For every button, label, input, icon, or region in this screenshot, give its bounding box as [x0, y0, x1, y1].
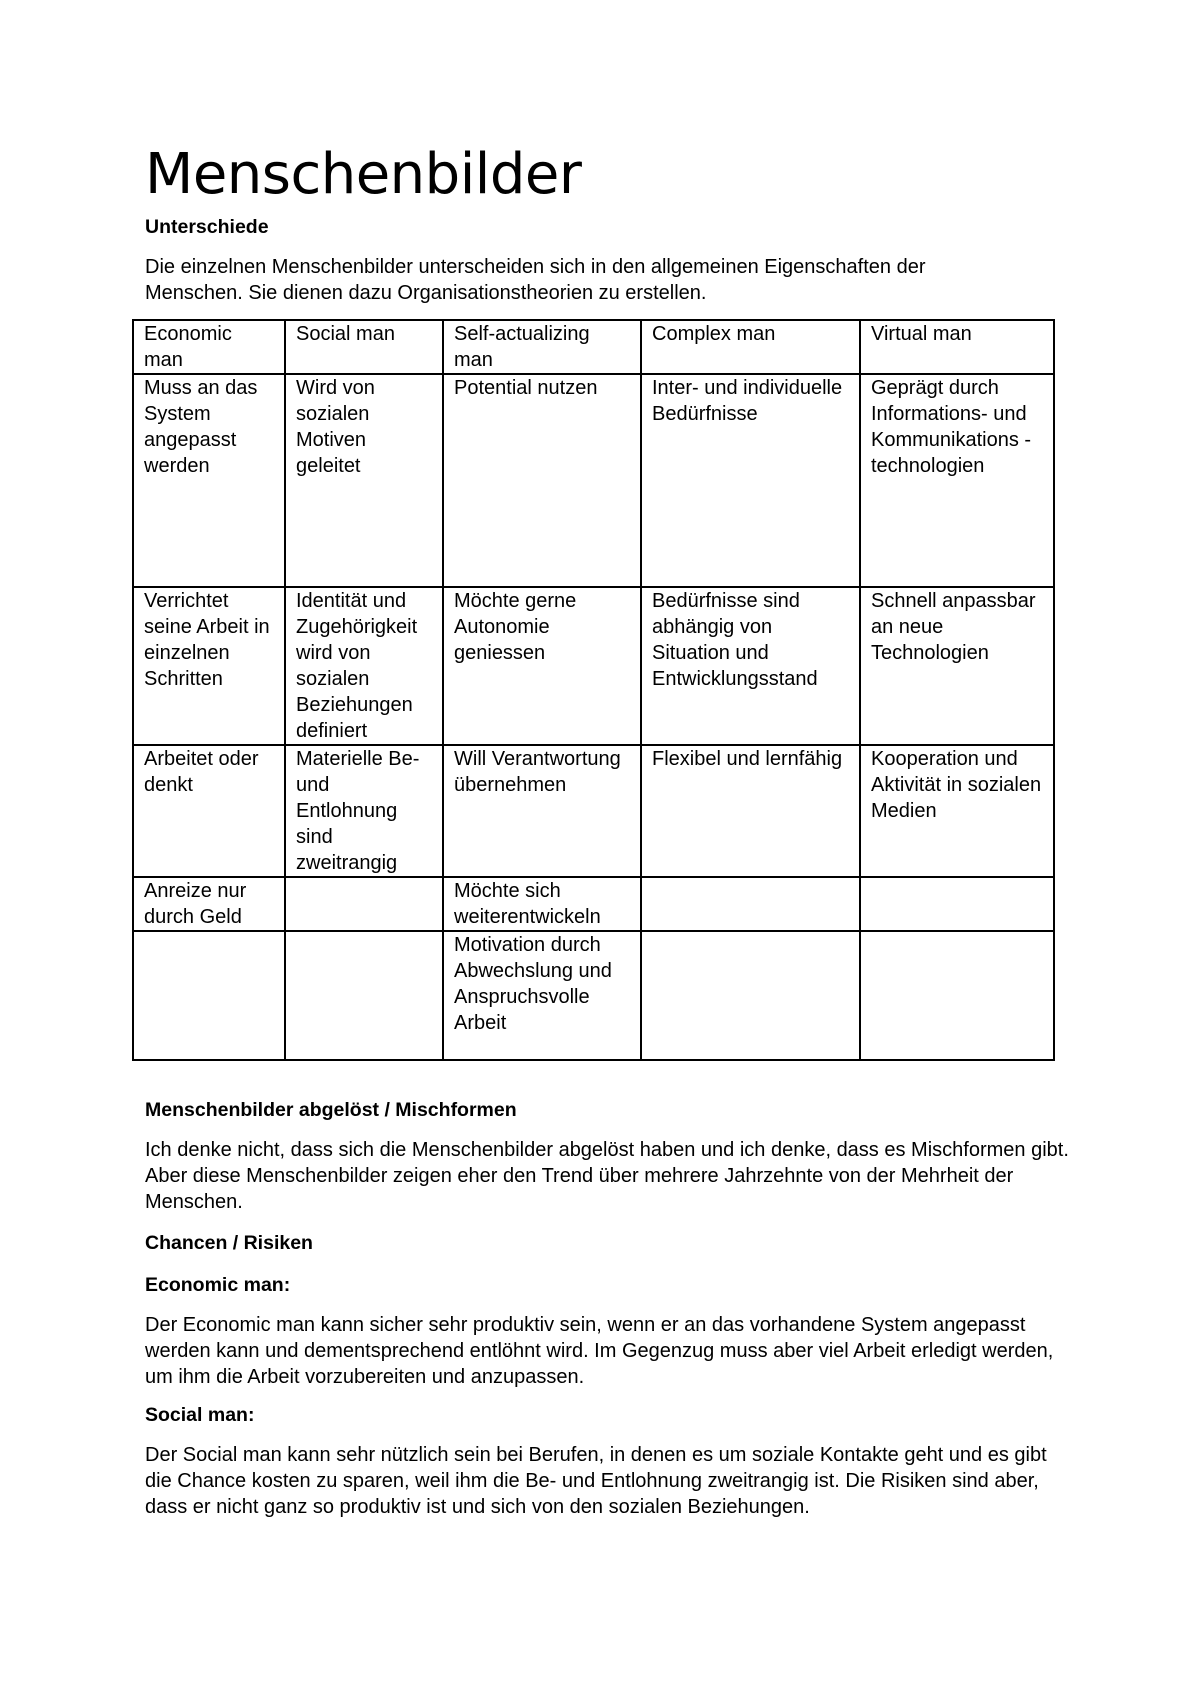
document-header: [145, 140, 1075, 306]
paragraph-mischformen: Ich denke nicht, dass sich die Menschenbilder abgelöst haben und ich denke, dass es Mischformen gibt. Aber diese Menschenbilder zeigen eher den Trend über mehrere Jahrzehnte von der Mehrheit der Menschen.: [145, 1139, 1069, 1213]
table-cell: Muss an das System angepasst werden: [133, 374, 285, 587]
table-cell: Kooperation und Aktivität in sozialen Medien: [860, 745, 1054, 877]
table-cell: Potential nutzen: [443, 374, 641, 587]
table-row: [133, 931, 1054, 1060]
table-cell: Wird von sozialen Motiven geleitet: [285, 374, 443, 587]
table-cell: [641, 877, 860, 931]
section-heading-mischformen: Menschenbilder abgelöst / Mischformen: [145, 1099, 517, 1121]
table-cell: [860, 931, 1054, 1060]
menschenbilder-table: [132, 319, 1055, 1061]
section-chancen-risiken: [145, 1230, 1075, 1520]
table-row: [133, 745, 1054, 877]
table-cell: Möchte gerne Autonomie geniessen: [443, 587, 641, 745]
table-header-row: [133, 320, 1054, 374]
table-cell: Motivation durch Abwechslung und Anspruchsvolle Arbeit: [443, 931, 641, 1060]
table-cell: [133, 931, 285, 1060]
heading-social-man: Social man:: [145, 1404, 255, 1426]
table-cell: Arbeitet oder denkt: [133, 745, 285, 877]
paragraph-social-man: Der Social man kann sehr nützlich sein bei Berufen, in denen es um soziale Kontakte geht und es gibt die Chance kosten zu sparen, weil ihm die Be- und Entlohnung zweitrangig ist. Die Risiken sind aber, dass er nicht ganz so produktiv ist und sich von den sozialen Beziehungen.: [145, 1444, 1047, 1518]
table-row: [133, 374, 1054, 587]
intro-line-2: Menschen. Sie dienen dazu Organisationstheorien zu erstellen.: [145, 282, 707, 304]
table-row: [133, 587, 1054, 745]
table-cell: Anreize nur durch Geld: [133, 877, 285, 931]
table-cell: [641, 931, 860, 1060]
table-cell: Inter- und individuelle Bedürfnisse: [641, 374, 860, 587]
table-cell: [860, 877, 1054, 931]
table-header-cell: Virtual man: [860, 320, 1054, 374]
table-cell: Verrichtet seine Arbeit in einzelnen Schritten: [133, 587, 285, 745]
table-cell: Schnell anpassbar an neue Technologien: [860, 587, 1054, 745]
table-cell: Identität und Zugehörigkeit wird von sozialen Beziehungen definiert: [285, 587, 443, 745]
table-cell: Bedürfnisse sind abhängig von Situation und Entwicklungsstand: [641, 587, 860, 745]
table-cell: [285, 877, 443, 931]
section-heading-chancen-risiken: Chancen / Risiken: [145, 1232, 313, 1254]
table-cell: Will Verantwortung übernehmen: [443, 745, 641, 877]
table-header-cell: Economic man: [133, 320, 285, 374]
table-header-cell: Complex man: [641, 320, 860, 374]
table-row: [133, 877, 1054, 931]
table-cell: Flexibel und lernfähig: [641, 745, 860, 877]
table-cell: Materielle Be- und Entlohnung sind zweitrangig: [285, 745, 443, 877]
section-mischformen: [145, 1097, 1075, 1215]
page-title: Menschenbilder: [145, 142, 582, 207]
table-cell: Möchte sich weiterentwickeln: [443, 877, 641, 931]
table-cell: [285, 931, 443, 1060]
table-header-cell: Social man: [285, 320, 443, 374]
intro-line-1: Die einzelnen Menschenbilder unterscheiden sich in den allgemeinen Eigenschaften der: [145, 256, 926, 278]
table-cell: Geprägt durch Informations- und Kommunikations -technologien: [860, 374, 1054, 587]
section-heading-unterschiede: Unterschiede: [145, 216, 269, 238]
heading-economic-man: Economic man:: [145, 1274, 291, 1296]
table-header-cell: Self-actualizing man: [443, 320, 641, 374]
paragraph-economic-man: Der Economic man kann sicher sehr produktiv sein, wenn er an das vorhandene System angepasst werden kann und dementsprechend entlöhnt wird. Im Gegenzug muss aber viel Arbeit erledigt werden, um ihm die Arbeit vorzubereiten und anzupassen.: [145, 1314, 1054, 1388]
